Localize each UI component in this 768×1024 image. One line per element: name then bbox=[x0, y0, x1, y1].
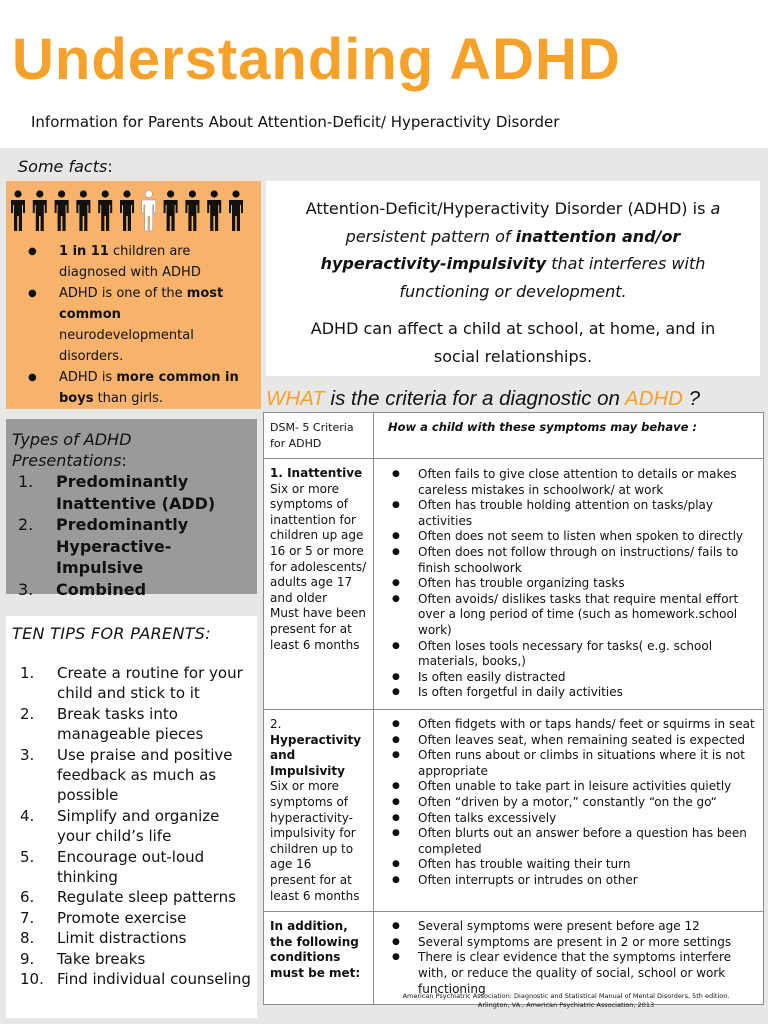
symptom-list bbox=[388, 717, 757, 889]
criteria-label: 1. Inattentive bbox=[270, 466, 363, 480]
people-icon-row bbox=[10, 190, 244, 232]
person-icon bbox=[11, 190, 25, 231]
symptom-item: ● Is often forgetful in daily activities bbox=[388, 685, 757, 701]
symptom-item: ● Often fidgets with or taps hands/ feet or squirms in seat bbox=[388, 717, 757, 733]
criteria-cell bbox=[264, 459, 374, 710]
criteria-duration: Must have been present for at least 6 months bbox=[270, 606, 366, 652]
fact-item: ● ADHD is one of the most common neurodevelopmental disorders. bbox=[28, 283, 253, 367]
table-row-conditions bbox=[264, 912, 764, 1005]
criteria-heading: WHAT is the criteria for a diagnostic on ADHD ? bbox=[266, 387, 701, 410]
facts-heading: Some facts: bbox=[18, 157, 113, 176]
table-row-inattentive bbox=[264, 459, 764, 710]
symptom-item: ● Often blurts out an answer before a question has been completed bbox=[388, 826, 757, 857]
symptoms-cell bbox=[374, 459, 764, 710]
condition-item: ● Several symptoms are present in 2 or more settings bbox=[388, 935, 757, 951]
criteria-description: Six or more symptoms of hyperactivity-impulsivity for children up to age 16 bbox=[270, 779, 356, 872]
symptom-item: ● Often runs about or climbs in situations where it is not appropriate bbox=[388, 748, 757, 779]
symptoms-cell bbox=[374, 912, 764, 1005]
person-icon bbox=[98, 190, 112, 231]
tip-item: 8. Limit distractions bbox=[20, 929, 187, 948]
person-icon bbox=[229, 190, 243, 231]
tip-item: 4. Simplify and organize your child’s life bbox=[20, 806, 220, 846]
symptom-item: ● Often leaves seat, when remaining seated is expected bbox=[388, 733, 757, 749]
page-subtitle: Information for Parents About Attention-Deficit/ Hyperactivity Disorder bbox=[31, 113, 560, 131]
facts-list bbox=[28, 241, 253, 409]
criteria-number: 2. bbox=[270, 717, 282, 731]
symptom-item: ● Often has trouble holding attention on tasks/play activities bbox=[388, 498, 757, 529]
symptom-item: ● Often has trouble waiting their turn bbox=[388, 857, 757, 873]
tip-item: 1. Create a routine for your child and stick to it bbox=[20, 664, 243, 703]
page-title: Understanding ADHD bbox=[12, 27, 621, 92]
person-icon bbox=[164, 190, 178, 231]
definition-impact: ADHD can affect a child at school, at home, and in social relationships. bbox=[310, 319, 716, 366]
symptom-item: ● Often “driven by a motor,” constantly “on the go“ bbox=[388, 795, 757, 811]
tips-title: TEN TIPS FOR PARENTS: bbox=[12, 624, 211, 643]
condition-item: ● There is clear evidence that the symptoms interfere with, or reduce the quality of social, school or work functioning bbox=[388, 950, 757, 997]
type-item: 1. Predominantly Inattentive (ADD) bbox=[18, 472, 216, 513]
table-header-row bbox=[264, 413, 764, 459]
person-icon bbox=[185, 190, 199, 231]
symptom-item: ● Often talks excessively bbox=[388, 811, 757, 827]
types-panel bbox=[6, 419, 257, 599]
facts-panel bbox=[6, 181, 261, 409]
tips-panel bbox=[6, 616, 257, 1018]
symptom-item: ● Often fails to give close attention to details or makes careless mistakes in schoolwork/ at work bbox=[388, 467, 757, 498]
tip-item: 9. Take breaks bbox=[20, 949, 146, 968]
definition-text: Attention-Deficit/Hyperactivity Disorder (ADHD) is a persistent pattern of inattention and/or hyperactivity-impulsivity that interferes with functioning or development. bbox=[305, 199, 721, 301]
symptom-item: ● Often avoids/ dislikes tasks that require mental effort over a long period of time (such as homework.school work) bbox=[388, 592, 757, 639]
criteria-table bbox=[263, 412, 764, 1005]
symptom-item: ● Often does not seem to listen when spoken to directly bbox=[388, 529, 757, 545]
tip-item: 10. Find individual counseling bbox=[20, 970, 251, 989]
tip-item: 5. Encourage out-loud thinking bbox=[20, 847, 205, 887]
table-header-criteria: DSM- 5 Criteria for ADHD bbox=[264, 413, 374, 459]
person-icon bbox=[142, 190, 156, 231]
conditions-label: In addition, the following conditions must be met: bbox=[264, 912, 374, 1005]
citation: American Psychiatric Association: Diagnostic and Statistical Manual of Mental Disorders, 5th edition. Arlington, VA., American Psychiatric Association, 2013 bbox=[402, 992, 730, 1009]
types-list bbox=[18, 471, 251, 600]
criteria-label: Hyperactivity and Impulsivity bbox=[270, 732, 362, 778]
type-item: 2. Predominantly Hyperactive-Impulsive bbox=[18, 515, 189, 577]
criteria-description: Six or more symptoms of inattention for children up age 16 or 5 or more for adolescents/ adults age 17 and older bbox=[270, 481, 367, 605]
table-row-hyperactivity bbox=[264, 710, 764, 912]
tip-item: 6. Regulate sleep patterns bbox=[20, 888, 236, 907]
types-title: Types of ADHD Presentations: bbox=[12, 430, 132, 470]
symptom-item: ● Often interrupts or intrudes on other bbox=[388, 873, 757, 889]
symptom-item: ● Is often easily distracted bbox=[388, 670, 757, 686]
type-item: 3. Combined bbox=[18, 579, 147, 599]
tip-item: 3. Use praise and positive feedback as much as possible bbox=[20, 745, 233, 805]
person-icon bbox=[33, 190, 47, 231]
definition-panel bbox=[266, 181, 760, 376]
symptom-item: ● Often loses tools necessary for tasks( e.g. school materials, books,) bbox=[388, 639, 757, 670]
symptoms-cell bbox=[374, 710, 764, 912]
table-header-behavior: How a child with these symptoms may behave : bbox=[374, 413, 764, 459]
condition-list bbox=[388, 919, 757, 997]
symptom-item: ● Often does not follow through on instructions/ fails to finish schoolwork bbox=[388, 545, 757, 576]
symptom-item: ● Often unable to take part in leisure activities quietly bbox=[388, 779, 757, 795]
symptom-list bbox=[388, 467, 757, 701]
criteria-duration: present for at least 6 months bbox=[270, 872, 360, 903]
fact-item: ● 1 in 11 children are diagnosed with ADHD bbox=[28, 241, 253, 283]
tip-item: 7. Promote exercise bbox=[20, 908, 187, 927]
tips-list bbox=[6, 663, 257, 990]
person-icon bbox=[76, 190, 90, 231]
person-icon bbox=[55, 190, 69, 231]
person-icon bbox=[120, 190, 134, 231]
fact-item: ● ADHD is more common in boys than girls. bbox=[28, 367, 253, 409]
criteria-cell bbox=[264, 710, 374, 912]
tip-item: 2. Break tasks into manageable pieces bbox=[20, 704, 204, 744]
symptom-item: ● Often has trouble organizing tasks bbox=[388, 576, 757, 592]
person-icon bbox=[207, 190, 221, 231]
condition-item: ● Several symptoms were present before age 12 bbox=[388, 919, 757, 935]
